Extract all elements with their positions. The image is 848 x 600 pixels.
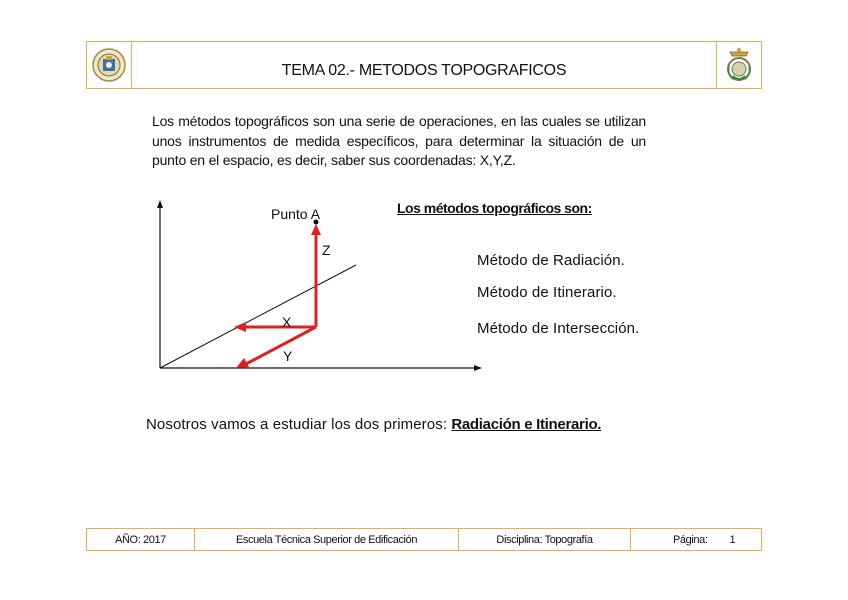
footer-year: AÑO: 2017 (87, 529, 195, 550)
footer-subject: Disciplina: Topografía (459, 529, 631, 550)
footer-page-number: 1 (729, 533, 736, 546)
closing-text: Nosotros vamos a estudiar los dos primeros: (146, 416, 452, 433)
footer-school: Escuela Técnica Superior de Edificación (195, 529, 459, 550)
y-arrow (246, 327, 316, 364)
closing-emphasis: Radiación e Itinerario. (451, 416, 602, 433)
horizontal-axis-arrowhead (474, 365, 482, 371)
vertical-axis-arrowhead (157, 200, 163, 208)
footer-page-label: Página: (673, 533, 708, 546)
diagonal-axis (160, 265, 356, 368)
point-a-label: Punto A (271, 206, 321, 222)
closing-sentence (146, 416, 601, 433)
page-footer (86, 528, 762, 551)
x-arrowhead (234, 322, 246, 332)
method-radiation: Método de Radiación. (477, 252, 625, 269)
x-label: X (282, 314, 292, 330)
intro-paragraph: Los métodos topográficos son una serie de operaciones, en las cuales se utilizan unos instrumentos de medida específicos, para determinar la situación de un punto en el espacio, es decir, saber sus coordenadas: X,Y,Z. (152, 113, 646, 168)
z-label: Z (322, 242, 331, 258)
page-title: TEMA 02.- METODOS TOPOGRAFICOS (281, 62, 567, 79)
footer-page (631, 529, 761, 550)
z-arrowhead (311, 224, 321, 235)
method-intersection: Método de Intersección. (477, 320, 640, 337)
coordinate-arrows (234, 224, 321, 368)
methods-heading: Los métodos topográficos son: (397, 200, 592, 216)
y-label: Y (283, 348, 293, 364)
method-itinerary: Método de Itinerario. (477, 284, 617, 301)
